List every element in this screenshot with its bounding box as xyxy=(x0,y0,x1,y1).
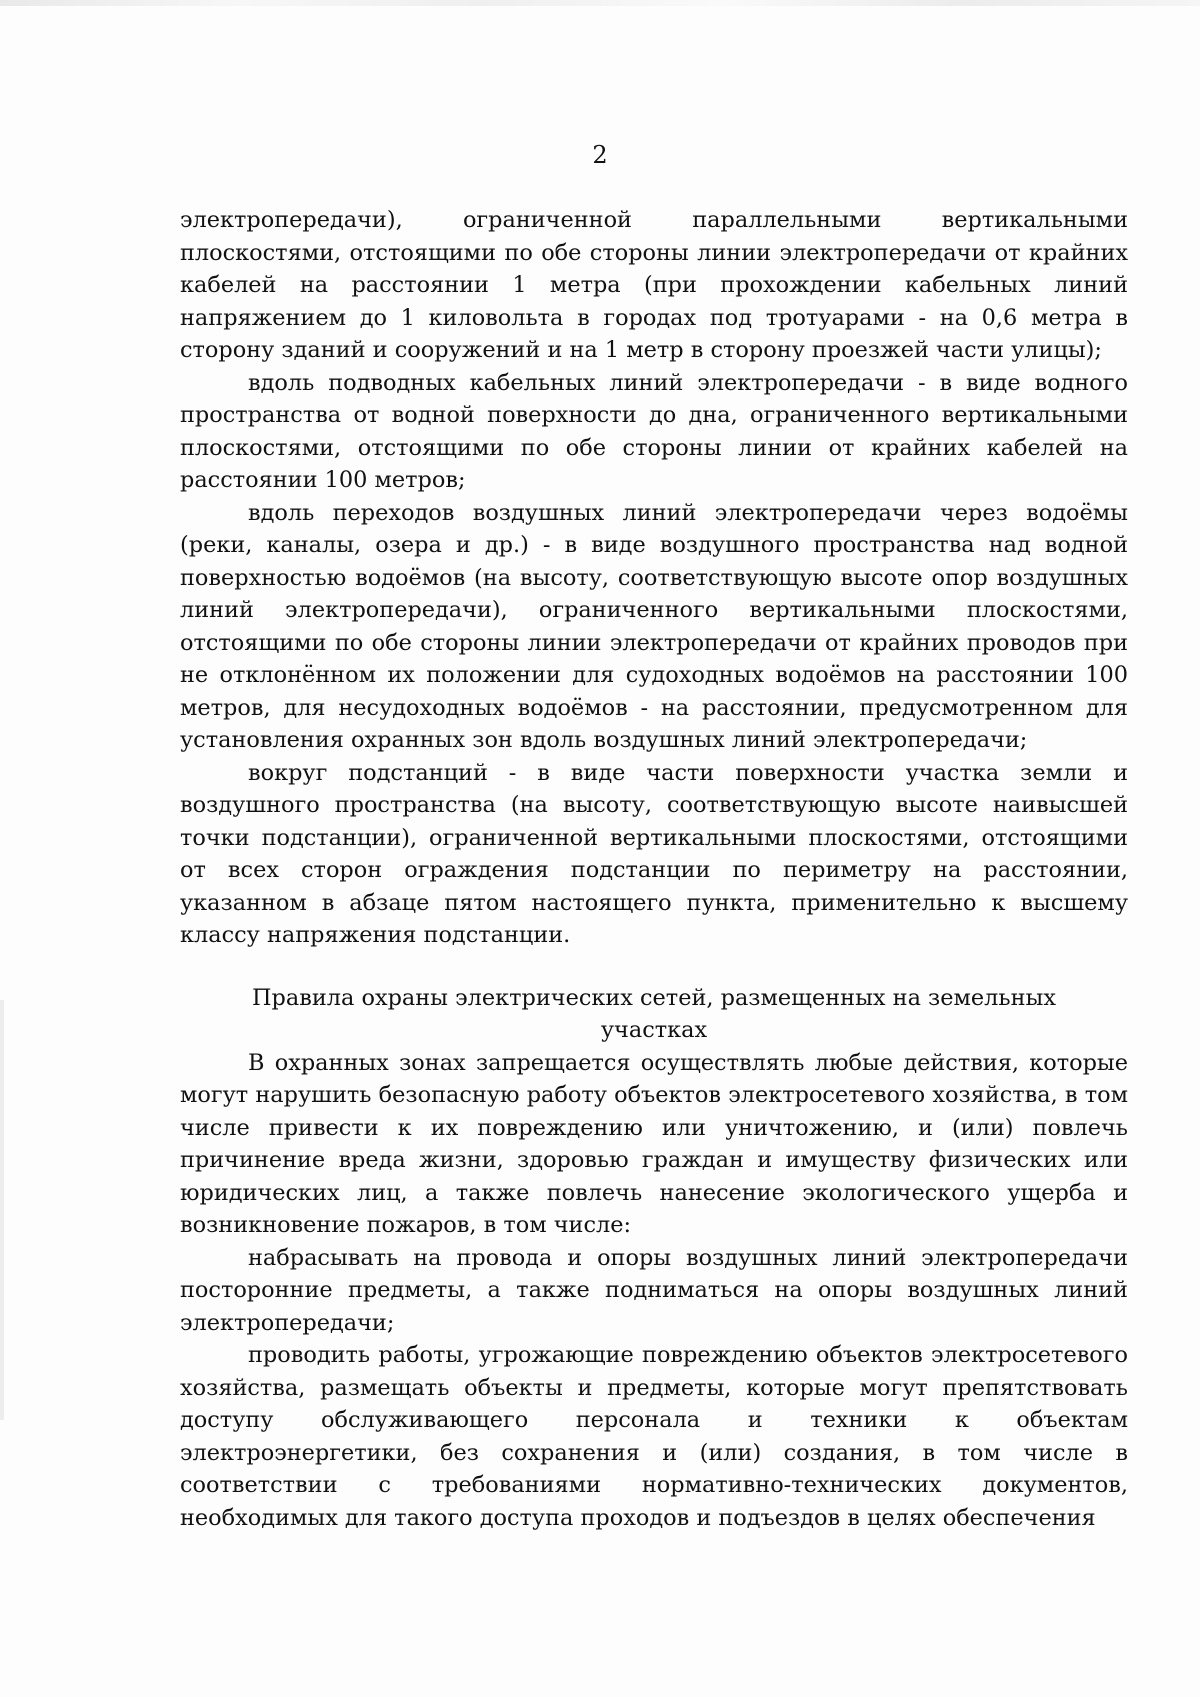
paragraph-throwing-objects: набрасывать на провода и опоры воздушных линий электропередачи посторонние предметы, а также подниматься на опоры воздушных линий электропередачи; xyxy=(180,1244,1128,1336)
paragraph-underwater-cables: вдоль подводных кабельных линий электропередачи - в виде водного пространства от водной поверхности до дна, ограниченного вертикальными плоскостями, отстоящими по обе стороны линии от крайних кабелей на расстоянии 100 метров; xyxy=(180,369,1128,493)
paragraph-works: проводить работы, угрожающие повреждению объектов электросетевого хозяйства, размещать объекты и предметы, которые могут препятствовать доступу обслуживающего персонала и техники к объектам электроэнергетики, без сохранения и (или) создания, в том числе в соответствии с требованиями нормативно-технических документов, необходимых для такого доступа проходов и подъездов в целях обеспечения xyxy=(180,1342,1128,1531)
paragraph-prohibitions: В охранных зонах запрещается осуществлять любые действия, которые могут нарушить безопасную работу объектов электросетевого хозяйства, в том числе привести к их повреждению или уничтожению, и (или) повлечь причинение вреда жизни, здоровью граждан и имуществу физических или юридических лиц, а также повлечь нанесение экологического ущерба и возникновение пожаров, в том числе: xyxy=(180,1049,1128,1238)
section-heading: Правила охраны электрических сетей, размещенных на земельных участках xyxy=(252,984,1056,1043)
paragraph-substations: вокруг подстанций - в виде части поверхности участка земли и воздушного пространства (на высоту, соответствующую высоте наивысшей точки подстанции), ограниченной вертикальными плоскостями, отстоящими от всех сторон ограждения подстанции по периметру на расстоянии, указанном в абзаце пятом настоящего пункта, применительно к высшему классу напряжения подстанции. xyxy=(180,759,1128,948)
paragraph-overhead-crossings: вдоль переходов воздушных линий электропередачи через водоёмы (реки, каналы, озера и др.) - в виде воздушного пространства над водной поверхностью водоёмов (на высоту, соответствующую высоте опор воздушных линий электропередачи), ограниченного вертикальными плоскостями, отстоящими по обе стороны линии электропередачи от крайних проводов при не отклонённом их положении для судоходных водоёмов на расстоянии 100 метров, для несудоходных водоёмов - на расстоянии, предусмотренном для установления охранных зон вдоль воздушных линий электропередачи; xyxy=(180,499,1128,753)
paragraph-continuation: электропередачи), ограниченной параллельными вертикальными плоскостями, отстоящими по обе стороны линии электропередачи от крайних кабелей на расстоянии 1 метра (при прохождении кабельных линий напряжением до 1 киловольта в городах под тротуарами - на 0,6 метра в сторону зданий и сооружений и на 1 метр в сторону проезжей части улицы); xyxy=(180,207,1128,363)
page-number: 2 xyxy=(592,141,608,169)
scan-top-edge xyxy=(0,0,1200,6)
document-body xyxy=(180,204,1128,1534)
scan-left-edge xyxy=(0,1000,4,1420)
